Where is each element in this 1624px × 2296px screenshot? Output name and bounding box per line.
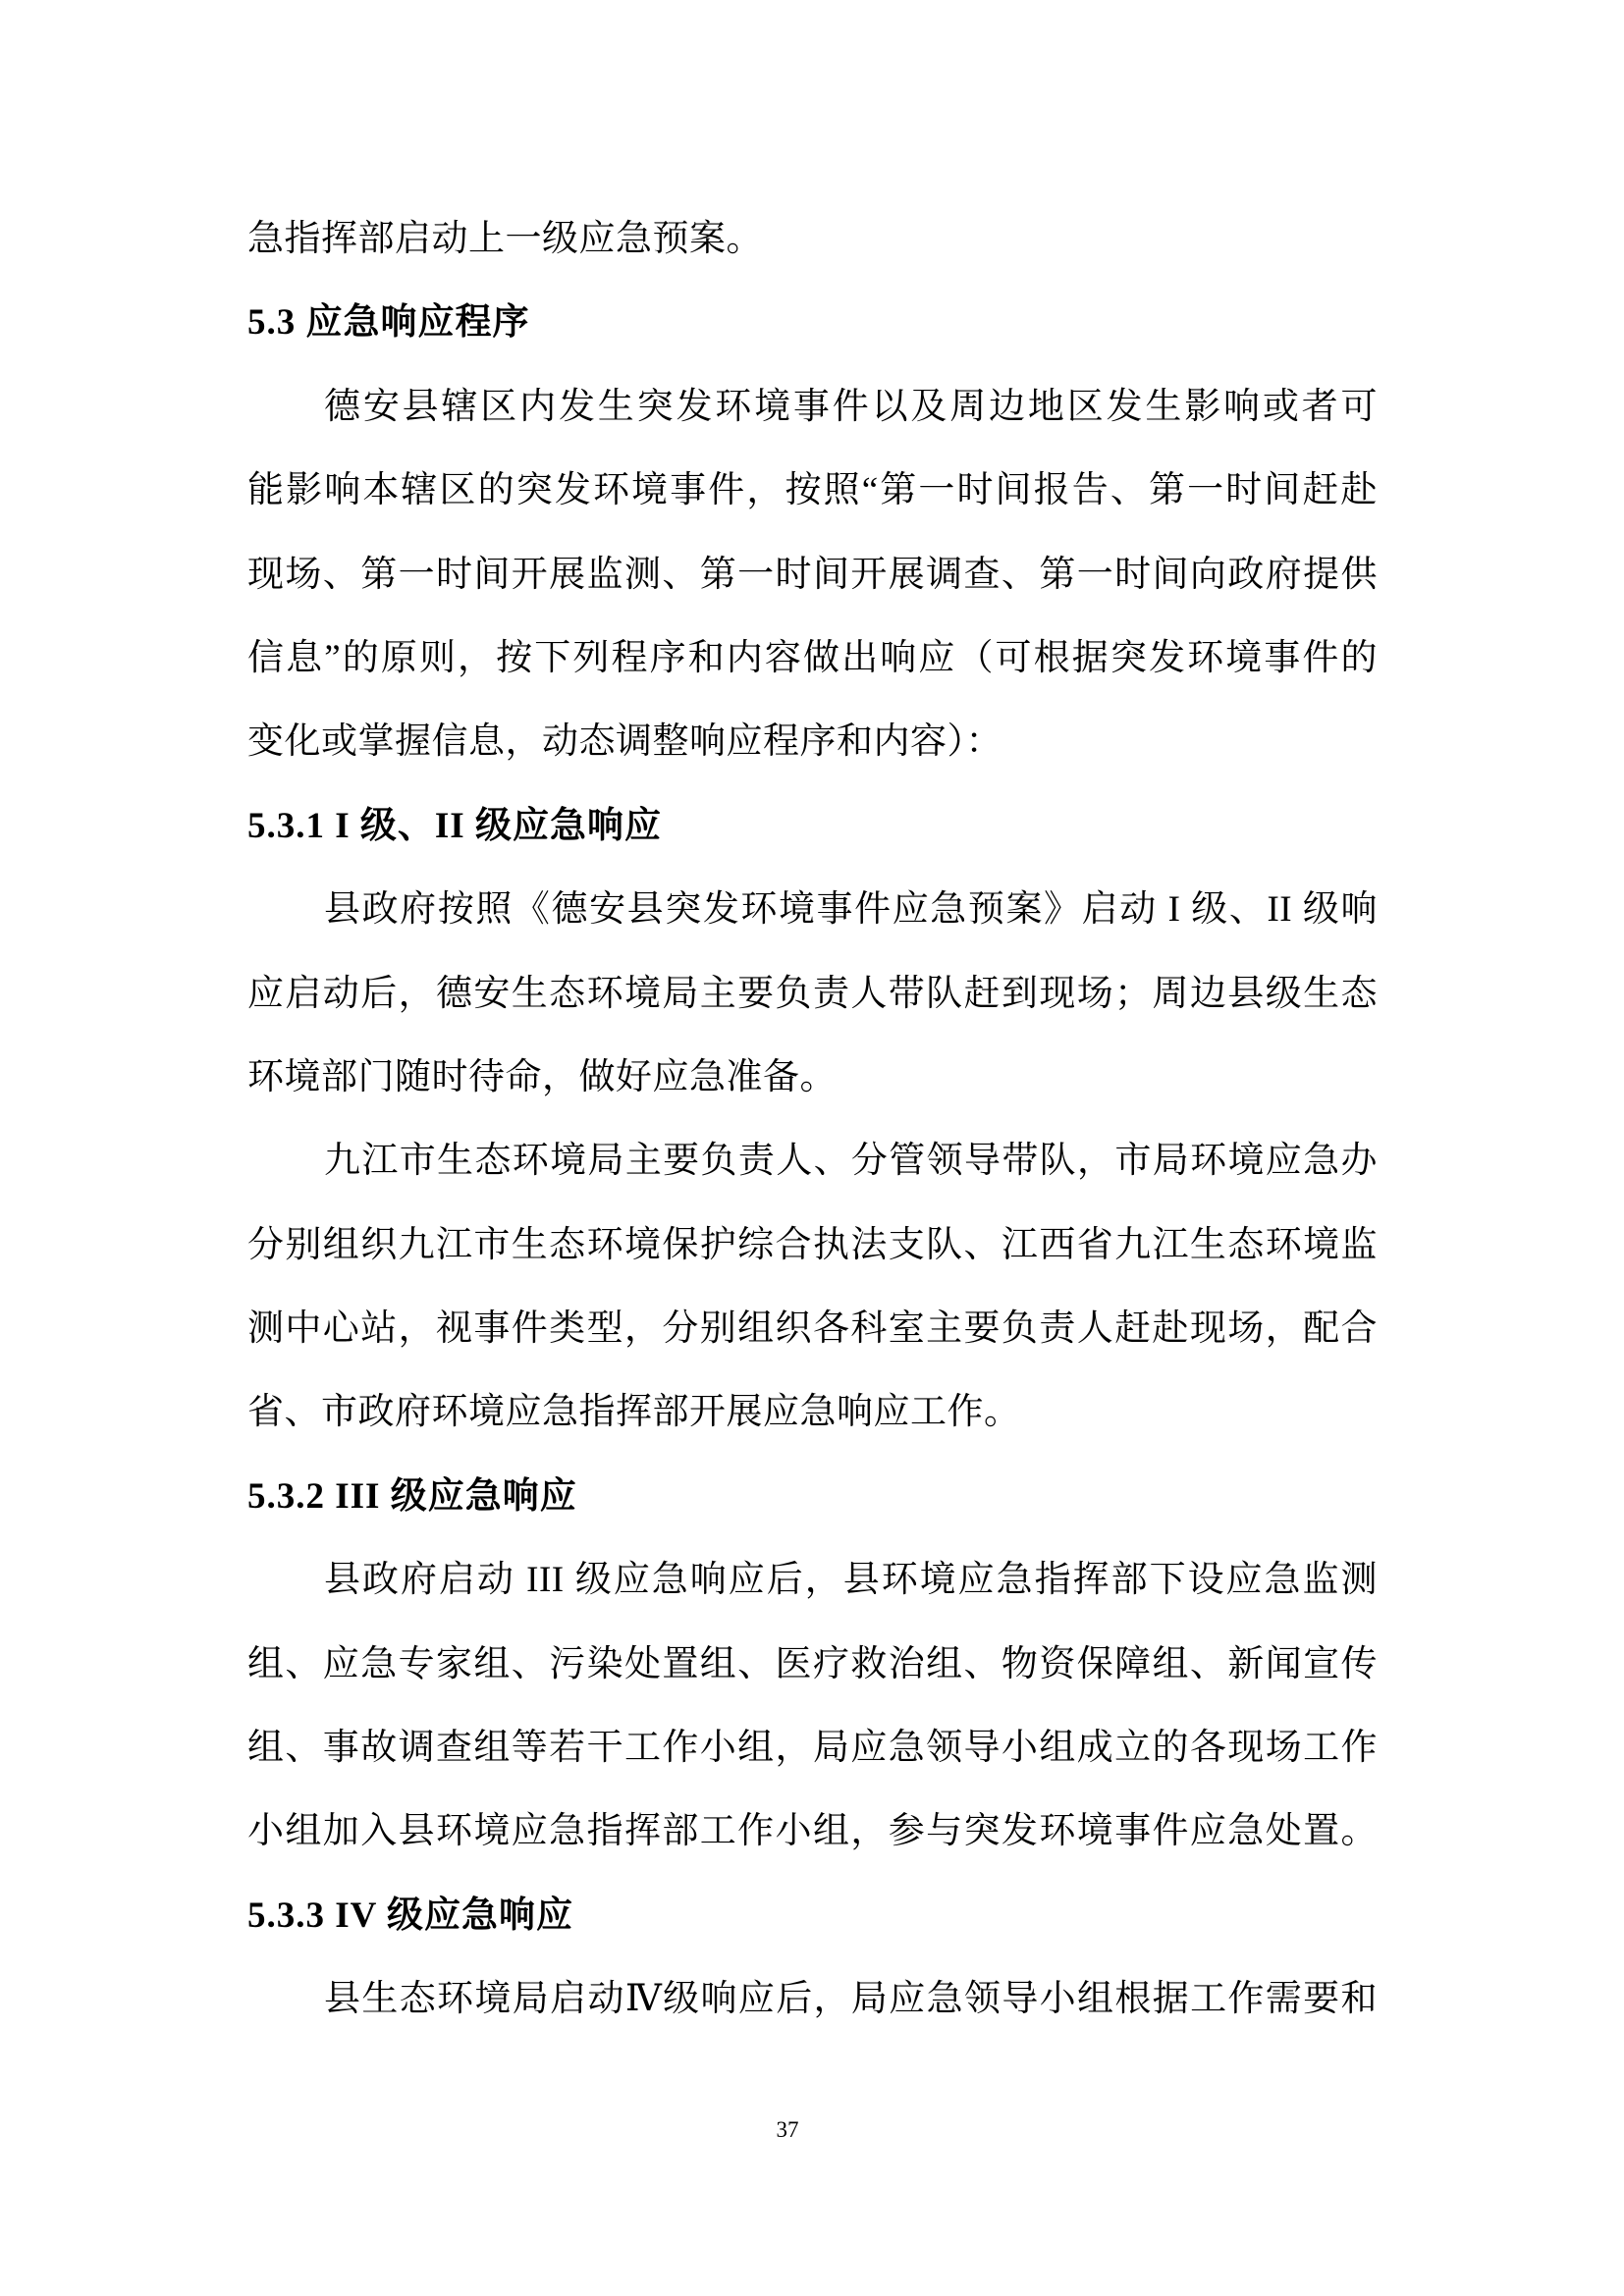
text-line: 组、事故调查组等若干工作小组，局应急领导小组成立的各现场工作 [247,1728,1378,1769]
text-line: 县政府启动 III 级应急响应后，县环境应急指挥部下设应急监测 [324,1560,1378,1601]
section-heading: 5.3.1 I 级、II 级应急响应 [247,805,662,846]
text-line: 县政府按照《德安县突发环境事件应急预案》启动 I 级、II 级响 [324,889,1378,931]
section-heading: 5.3 应急响应程序 [247,302,530,344]
text-line: 环境部门随时待命，做好应急准备。 [247,1056,837,1097]
text-line: 变化或掌握信息，动态调整响应程序和内容）： [247,721,1002,763]
section-heading: 5.3.2 III 级应急响应 [247,1475,577,1517]
text-line: 急指挥部启动上一级应急预案。 [247,219,763,259]
text-line: 分别组织九江市生态环境保护综合执法支队、江西省九江生态环境监 [247,1224,1378,1265]
page-number: 37 [776,2117,799,2142]
text-line: 能影响本辖区的突发环境事件，按照“第一时间报告、第一时间赶赴 [247,470,1378,511]
text-line: 信息”的原则，按下列程序和内容做出响应（可根据突发环境事件的 [247,637,1378,678]
text-line: 应启动后，德安生态环境局主要负责人带队赶到现场；周边县级生态 [247,973,1378,1014]
page-footer [247,2106,1327,2155]
text-line: 省、市政府环境应急指挥部开展应急响应工作。 [247,1392,1021,1433]
text-line: 组、应急专家组、污染处置组、医疗救治组、物资保障组、新闻宣传 [247,1643,1378,1684]
text-line: 测中心站，视事件类型，分别组织各科室主要负责人赶赴现场，配合 [247,1308,1378,1350]
section-heading: 5.3.3 IV 级应急响应 [247,1895,573,1936]
text-line: 县生态环境局启动Ⅳ级响应后，局应急领导小组根据工作需要和 [324,1979,1378,2020]
document-body [247,197,1378,2042]
text-line: 九江市生态环境局主要负责人、分管领导带队，市局环境应急办 [324,1141,1378,1182]
text-line: 德安县辖区内发生突发环境事件以及周边地区发生影响或者可 [324,386,1378,427]
text-line: 现场、第一时间开展监测、第一时间开展调查、第一时间向政府提供 [247,554,1378,595]
text-line: 小组加入县环境应急指挥部工作小组，参与突发环境事件应急处置。 [247,1811,1378,1852]
